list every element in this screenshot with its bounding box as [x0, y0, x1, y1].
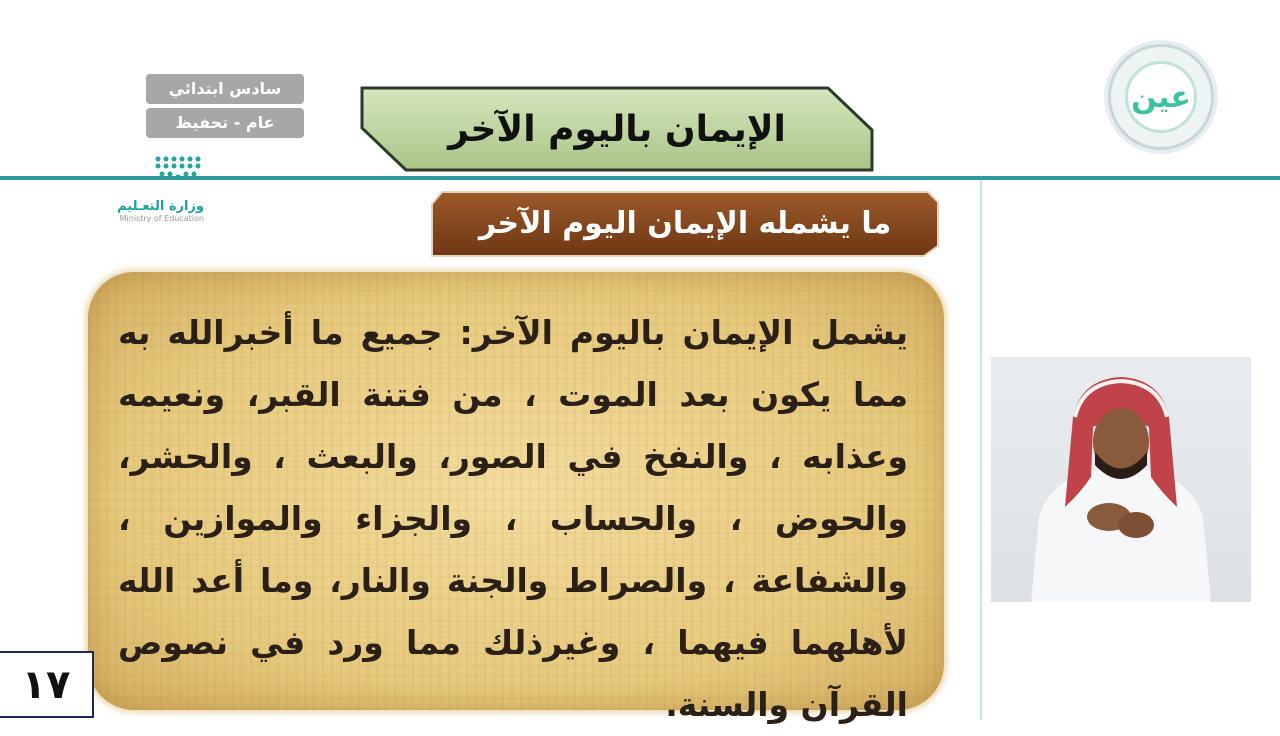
page-number: ١٧ [0, 651, 94, 718]
ministry-emblem-icon [112, 155, 204, 185]
lesson-subtitle-banner [428, 188, 942, 258]
presenter-image [991, 357, 1251, 602]
ministry-logo [112, 155, 227, 225]
ain-logo-text: عين [1125, 61, 1197, 133]
lesson-title-banner [358, 84, 876, 174]
panel-divider [980, 180, 982, 720]
lesson-body-text: يشمل الإيمان باليوم الآخر: جميع ما أخبرالله به مما يكون بعد الموت ، من فتنة القبر، ونعيمه وعذابه ، والنفخ في الصور، والبعث ، والحشر، والحوض ، والحساب ، والجزاء والموازين ، والشفاعة ، والصراط والجنة والنار، وما أعد الله لأهلهما فيهما ، وغيرذلك مما ورد في نصوص القرآن والسنة. [118, 313, 908, 724]
ministry-name-ar: وزارة التعـليم [117, 199, 204, 214]
ministry-name-en: Ministry of Education [119, 214, 204, 223]
lesson-subtitle: ما يشمله الإيمان اليوم الآخر [478, 205, 892, 241]
lesson-title: الإيمان باليوم الآخر [448, 108, 786, 150]
presenter-video [991, 357, 1251, 602]
grade-badge: سادس ابتدائي [146, 74, 304, 104]
lesson-content-box [88, 272, 944, 724]
track-badge: عام - تحفيظ [146, 108, 304, 138]
ain-logo [1108, 44, 1214, 150]
